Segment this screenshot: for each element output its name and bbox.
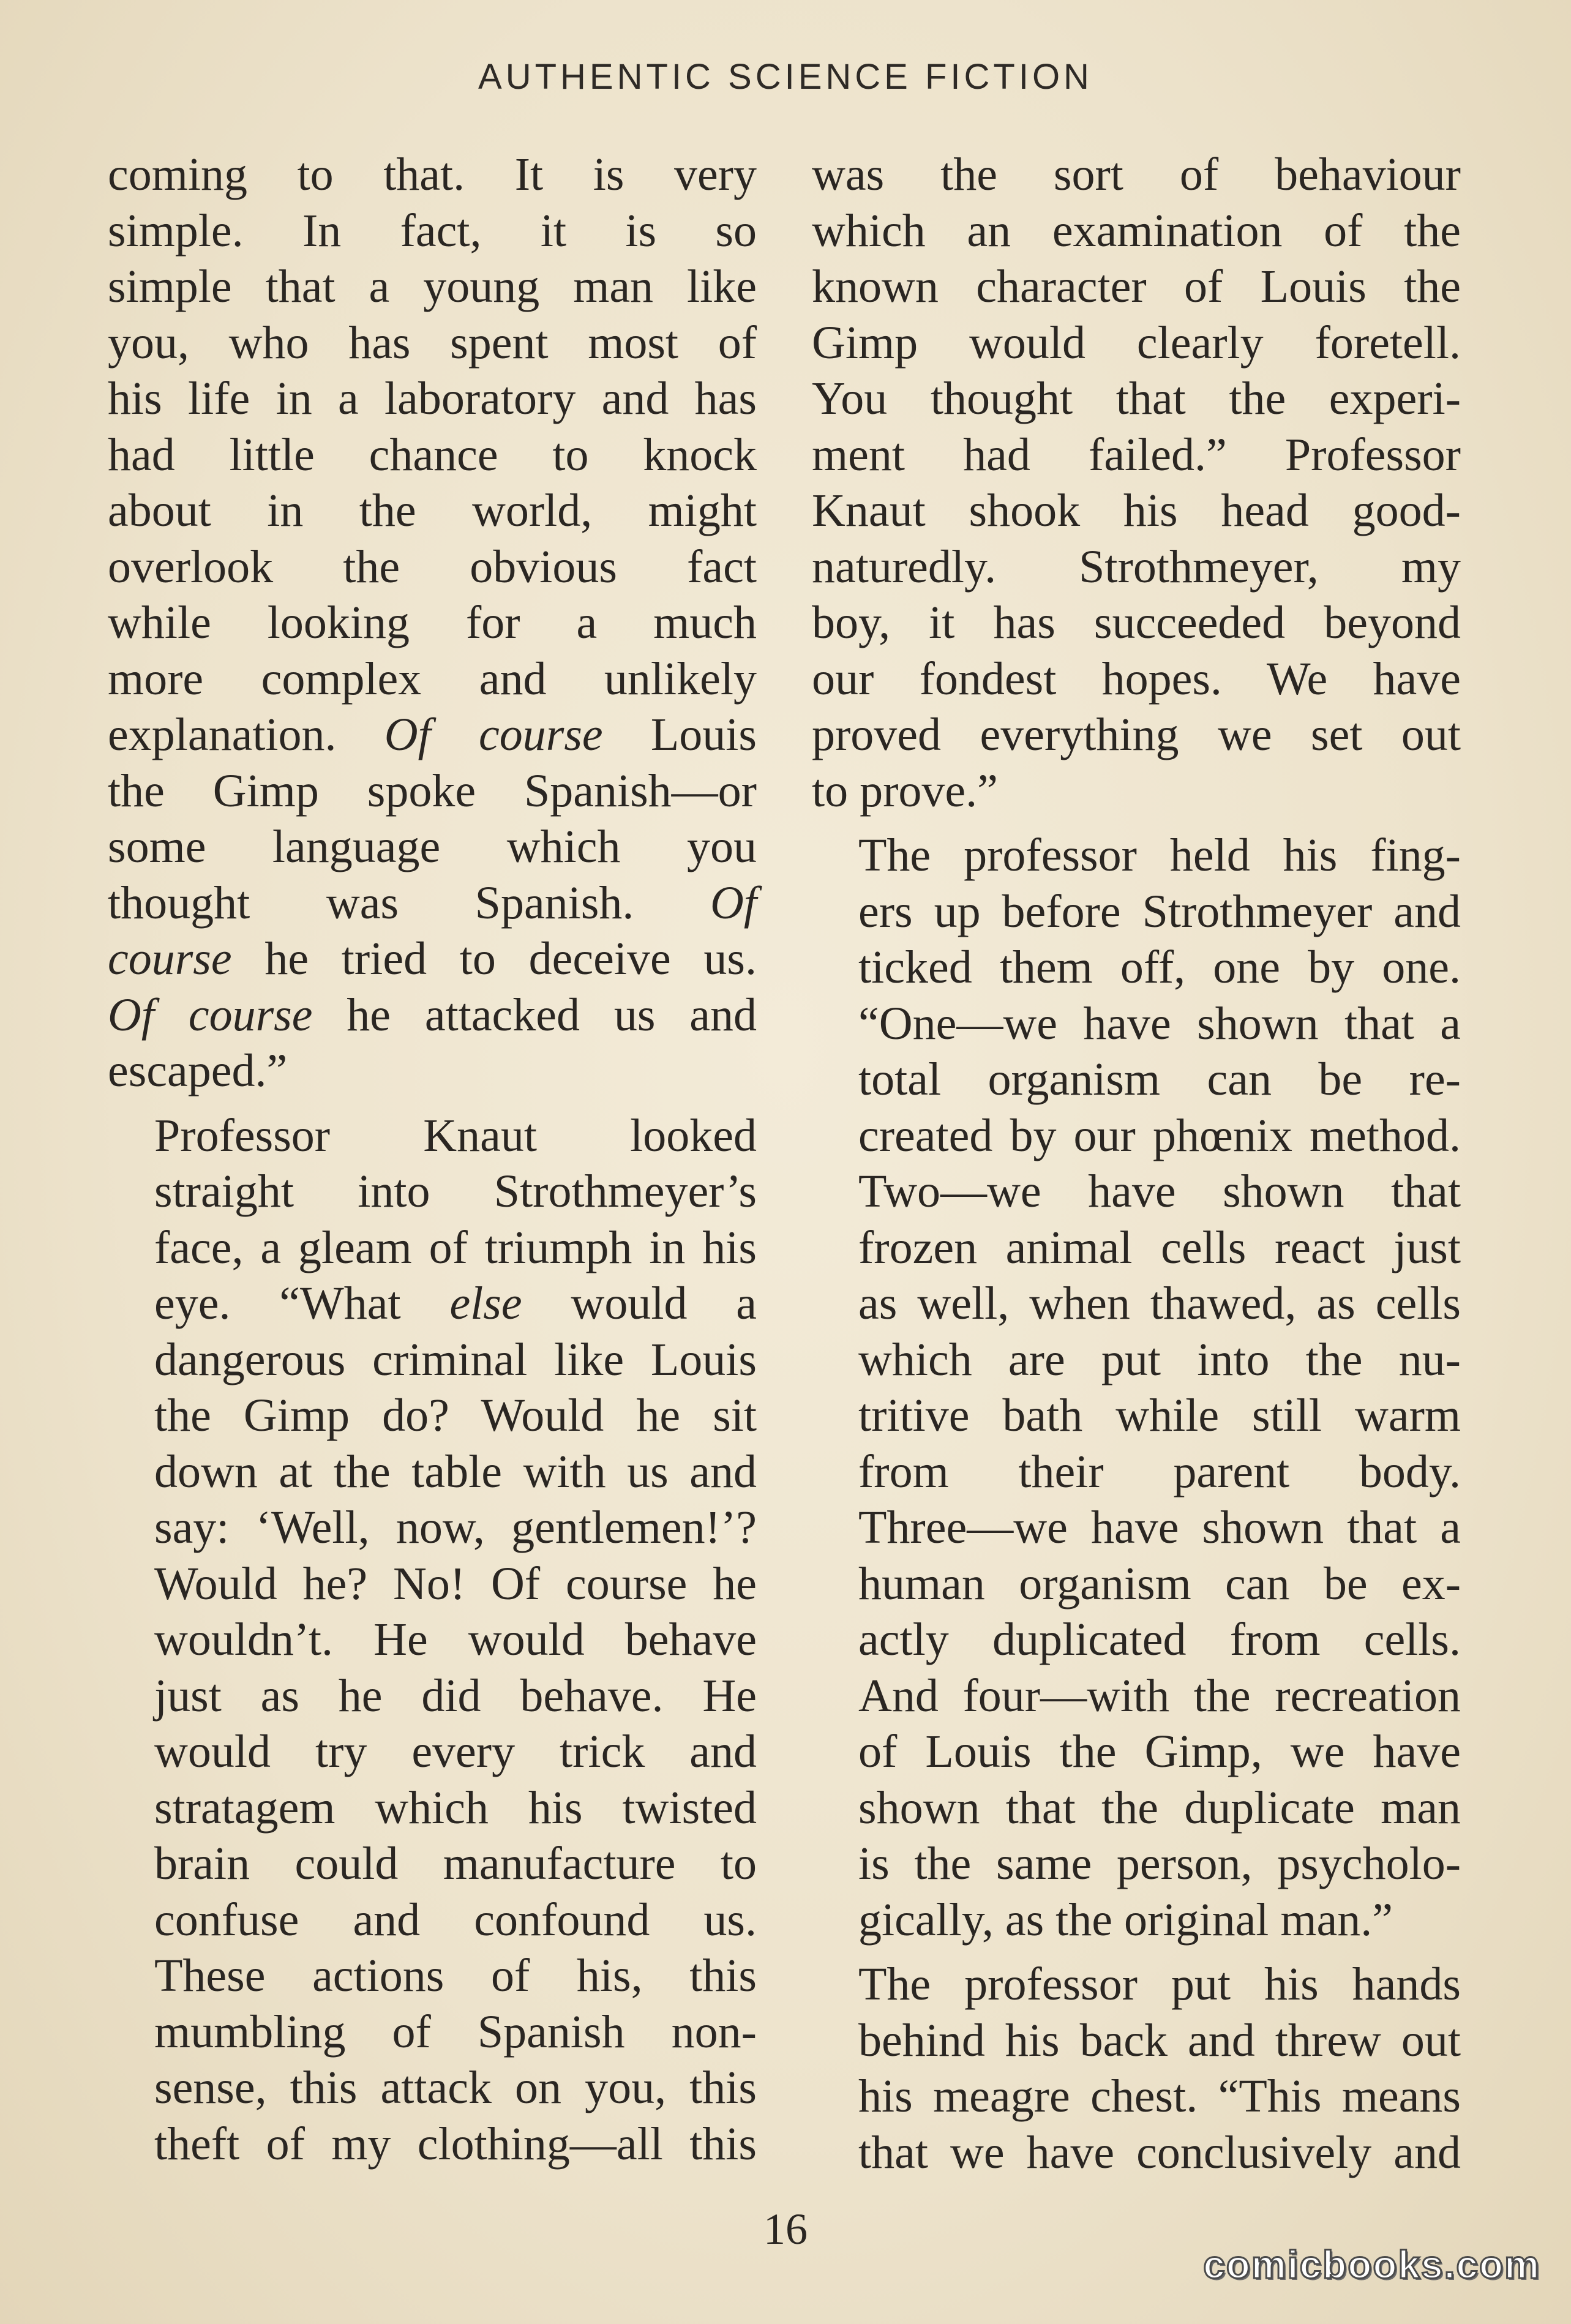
paragraph [108,147,757,1100]
text-line: just as he did behave. He [154,1670,757,1722]
left-column [108,147,757,2181]
text-line: frozen animal cells react just [858,1221,1461,1273]
text-line: Three—we have shown that a [858,1502,1461,1553]
text-line: Knaut shook his head good- [812,485,1461,536]
text-line: some language which you [108,821,757,872]
text-line: mumbling of Spanish non- [154,2006,757,2058]
page-number: 16 [763,2205,808,2254]
text-line: proved everything we set out [812,709,1461,760]
text-line: that we have conclusively and [858,2126,1461,2178]
text-line: boy, it has succeeded beyond [812,597,1461,648]
text-line: overlook the obvious fact [108,541,757,593]
text-line: confuse and confound us. [154,1894,757,1946]
text-span: explanation. [108,709,384,760]
paragraph [812,1957,1461,2181]
text-line: theft of my clothing—all this [154,2118,757,2170]
text-line: escaped.” [108,1045,288,1096]
text-line: brain could manufacture to [154,1838,757,1889]
text-line: would try every trick and [154,1726,757,1777]
text-line: straight into Strothmeyer’s [154,1166,757,1217]
text-line [108,1276,757,1332]
text-span: thought was Spanish. [108,877,710,929]
text-line: gically, as the original man.” [858,1894,1393,1946]
italic-text: Of course [384,709,603,760]
text-line: shown that the duplicate man [858,1782,1461,1834]
text-line: stratagem which his twisted [154,1782,757,1834]
text-line: of Louis the Gimp, we have [858,1726,1461,1777]
text-line: which an examination of the [812,204,1461,257]
text-line: “One—we have shown that a [858,997,1461,1049]
text-line: dangerous criminal like Louis [154,1333,757,1385]
text-line: actly duplicated from cells. [858,1614,1461,1665]
text-line: total organism can be re- [858,1054,1461,1105]
text-line: down at the table with us and [154,1445,757,1497]
text-line: more complex and unlikely [108,653,757,705]
text-line: The professor held his fing- [858,830,1461,881]
italic-text: Of [710,877,757,929]
italic-text: Of course [108,989,313,1041]
text-line: wouldn’t. He would behave [154,1614,757,1665]
running-head: AUTHENTIC SCIENCE FICTION [478,57,1093,97]
text-line: about in the world, might [108,485,757,536]
text-line: the Gimp do? Would he sit [154,1390,757,1441]
text-line: our fondest hopes. We have [812,653,1461,705]
text-line: had little chance to knock [108,429,757,481]
text-line: Would he? No! Of course he [154,1557,757,1610]
text-line: the Gimp spoke Spanish—or [108,765,757,817]
text-line: behind his back and threw out [858,2014,1461,2066]
text-line: coming to that. It is very [108,149,757,200]
text-line: was the sort of behaviour [812,149,1461,200]
text-span: would a [522,1278,757,1329]
paragraph [108,1108,757,2173]
text-line: is the same person, psycholo- [858,1838,1461,1889]
text-line [108,875,757,932]
paragraph [812,828,1461,1948]
watermark-logo: comicbooks.com [1203,2243,1540,2287]
text-line: Professor Knaut looked [154,1109,757,1161]
text-line: as well, when thawed, as cells [858,1278,1461,1329]
text-line: say: ‘Well, now, gentlemen!’? [154,1502,757,1553]
text-span: he attacked us and [312,989,757,1041]
text-line: And four—with the recreation [858,1670,1461,1722]
text-line: human organism can be ex- [858,1557,1461,1610]
text-line: Two—we have shown that [858,1166,1461,1217]
italic-text: course [108,933,232,984]
text-line: ticked them off, one by one. [858,942,1461,993]
text-line: naturedly. Strothmeyer, my [812,541,1461,593]
text-line: created by our phœnix method. [858,1109,1461,1161]
text-line: from their parent body. [858,1445,1461,1497]
text-line: you, who has spent most of [108,317,757,369]
text-line: his meagre chest. “This means [858,2071,1461,2122]
text-line: simple that a young man like [108,261,757,312]
text-line: his life in a laboratory and has [108,373,757,424]
right-column [812,147,1461,2189]
text-line: known character of Louis the [812,261,1461,312]
italic-text: else [449,1278,522,1329]
text-line: The professor put his hands [858,1959,1461,2010]
text-line [108,988,757,1044]
text-line: These actions of his, this [154,1950,757,2001]
paragraph [812,147,1461,819]
text-line: simple. In fact, it is so [108,204,757,257]
text-line: ment had failed.” Professor [812,429,1461,481]
text-line [108,931,757,988]
text-line: Gimp would clearly foretell. [812,317,1461,369]
text-span: Louis [602,709,757,760]
text-line: face, a gleam of triumph in his [154,1221,757,1273]
text-span: he tried to deceive us. [231,933,757,984]
text-line: tritive bath while still warm [858,1390,1461,1441]
text-line: which are put into the nu- [858,1333,1461,1385]
text-line [108,707,757,763]
text-line: ers up before Strothmeyer and [858,885,1461,937]
text-line: You thought that the experi- [812,373,1461,424]
text-line: while looking for a much [108,597,757,648]
text-line: sense, this attack on you, this [154,2062,757,2113]
text-line: to prove.” [812,765,998,817]
text-span: eye. “What [154,1278,450,1329]
